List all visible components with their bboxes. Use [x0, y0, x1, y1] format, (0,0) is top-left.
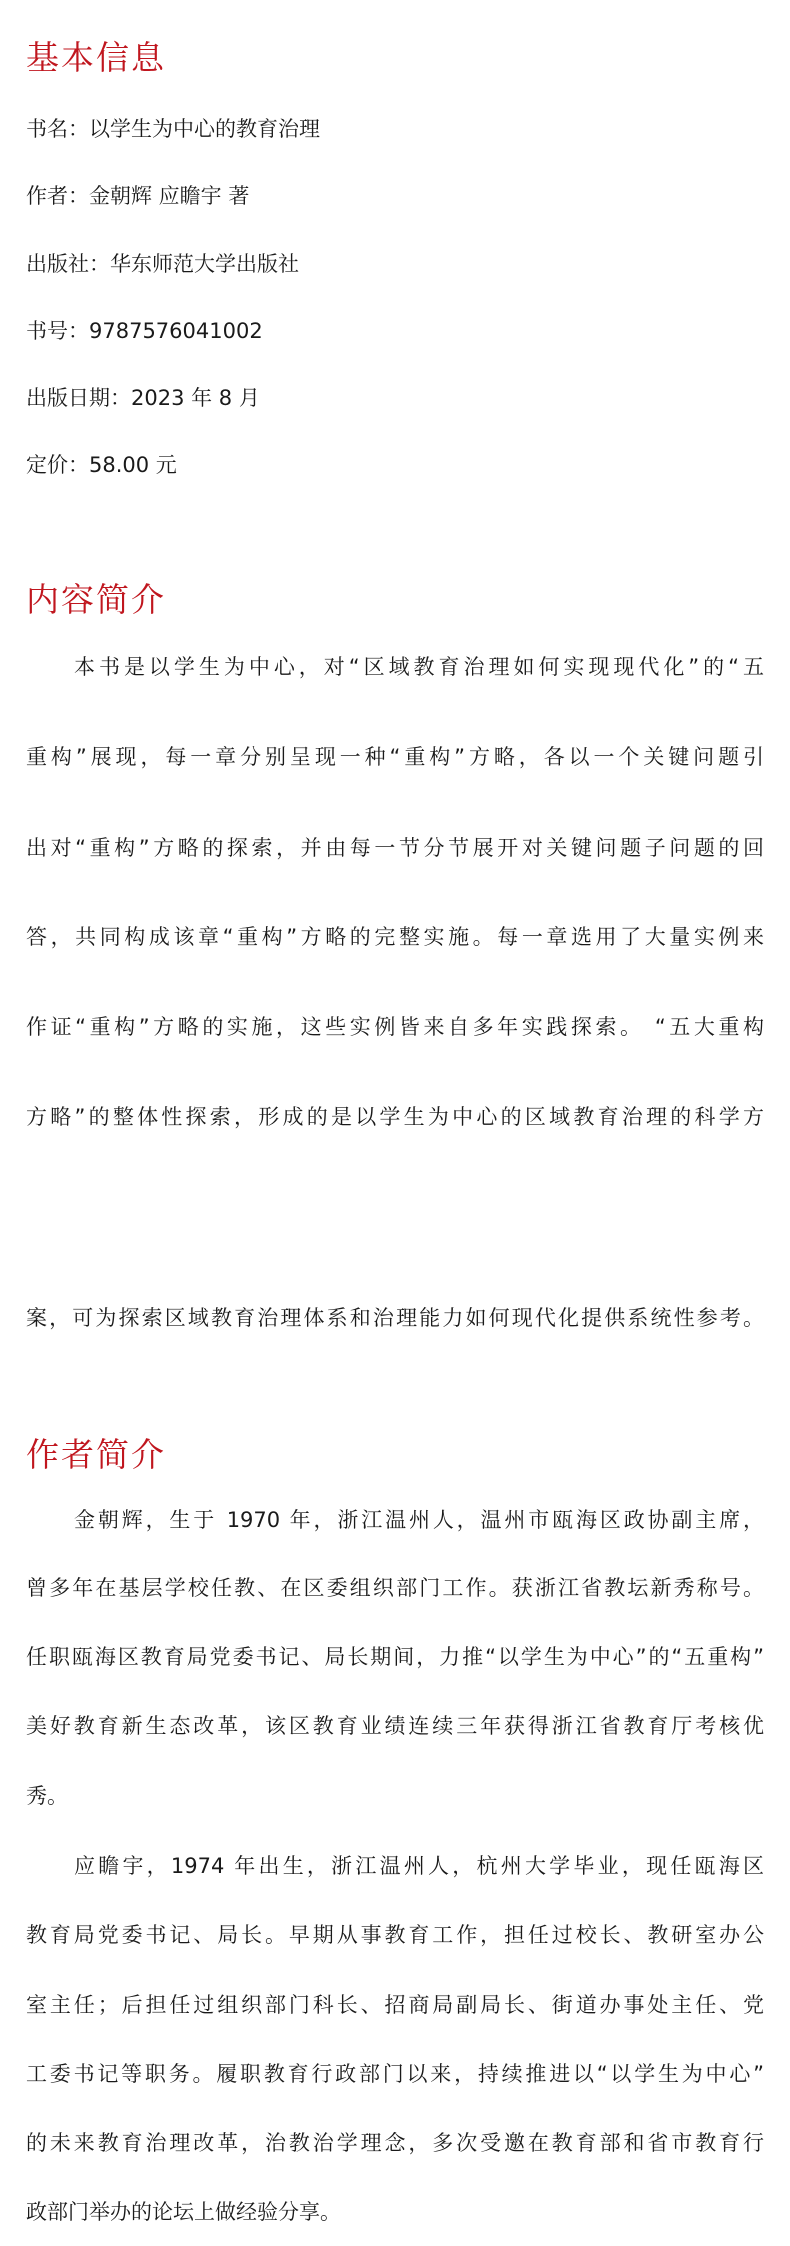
- book-publisher-line: 出版社：华东师范大学出版社: [26, 252, 299, 276]
- author1-line: 曾多年在基层学校任教、在区委组织部门工作。获浙江省教坛新秀称号。: [26, 1576, 764, 1600]
- summary-line: 出对“重构”方略的探索，并由每一节分节展开对关键问题子问题的回: [26, 836, 764, 860]
- author2-line: 应瞻宇，1974 年出生，浙江温州人，杭州大学毕业，现任瓯海区: [74, 1854, 764, 1878]
- author1-line: 美好教育新生态改革，该区教育业绩连续三年获得浙江省教育厅考核优: [26, 1714, 764, 1738]
- summary-heading: 内容简介: [26, 580, 166, 619]
- book-price-line: 定价：58.00 元: [26, 453, 177, 477]
- book-title-line: 书名：以学生为中心的教育治理: [26, 117, 320, 141]
- book-authors-line: 作者：金朝辉 应瞻宇 著: [26, 184, 250, 208]
- summary-line: 答，共同构成该章“重构”方略的完整实施。每一章选用了大量实例来: [26, 925, 764, 949]
- author1-line: 金朝辉，生于 1970 年，浙江温州人，温州市瓯海区政协副主席，: [74, 1508, 764, 1532]
- author2-line: 教育局党委书记、局长。早期从事教育工作，担任过校长、教研室办公: [26, 1923, 764, 1947]
- authors-heading: 作者简介: [26, 1435, 166, 1474]
- book-isbn-line: 书号：9787576041002: [26, 319, 263, 343]
- author2-line: 政部门举办的论坛上做经验分享。: [26, 2200, 341, 2224]
- summary-line: 本书是以学生为中心，对“区域教育治理如何实现现代化”的“五: [74, 655, 764, 679]
- book-date-line: 出版日期：2023 年 8 月: [26, 386, 260, 410]
- summary-line: 重构”展现，每一章分别呈现一种“重构”方略，各以一个关键问题引: [26, 745, 764, 769]
- summary-line: 方略”的整体性探索，形成的是以学生为中心的区域教育治理的科学方: [26, 1105, 764, 1129]
- author1-line: 秀。: [26, 1784, 68, 1808]
- author2-line: 的未来教育治理改革，治教治学理念，多次受邀在教育部和省市教育行: [26, 2131, 764, 2155]
- basic-info-heading: 基本信息: [26, 38, 166, 77]
- summary-line: 作证“重构”方略的实施，这些实例皆来自多年实践探索。 “五大重构: [26, 1015, 764, 1039]
- author2-line: 工委书记等职务。履职教育行政部门以来，持续推进以“以学生为中心”: [26, 2062, 764, 2086]
- summary-line: 案，可为探索区域教育治理体系和治理能力如何现代化提供系统性参考。: [26, 1306, 764, 1330]
- author2-line: 室主任；后担任过组织部门科长、招商局副局长、街道办事处主任、党: [26, 1993, 764, 2017]
- author1-line: 任职瓯海区教育局党委书记、局长期间，力推“以学生为中心”的“五重构”: [26, 1645, 764, 1669]
